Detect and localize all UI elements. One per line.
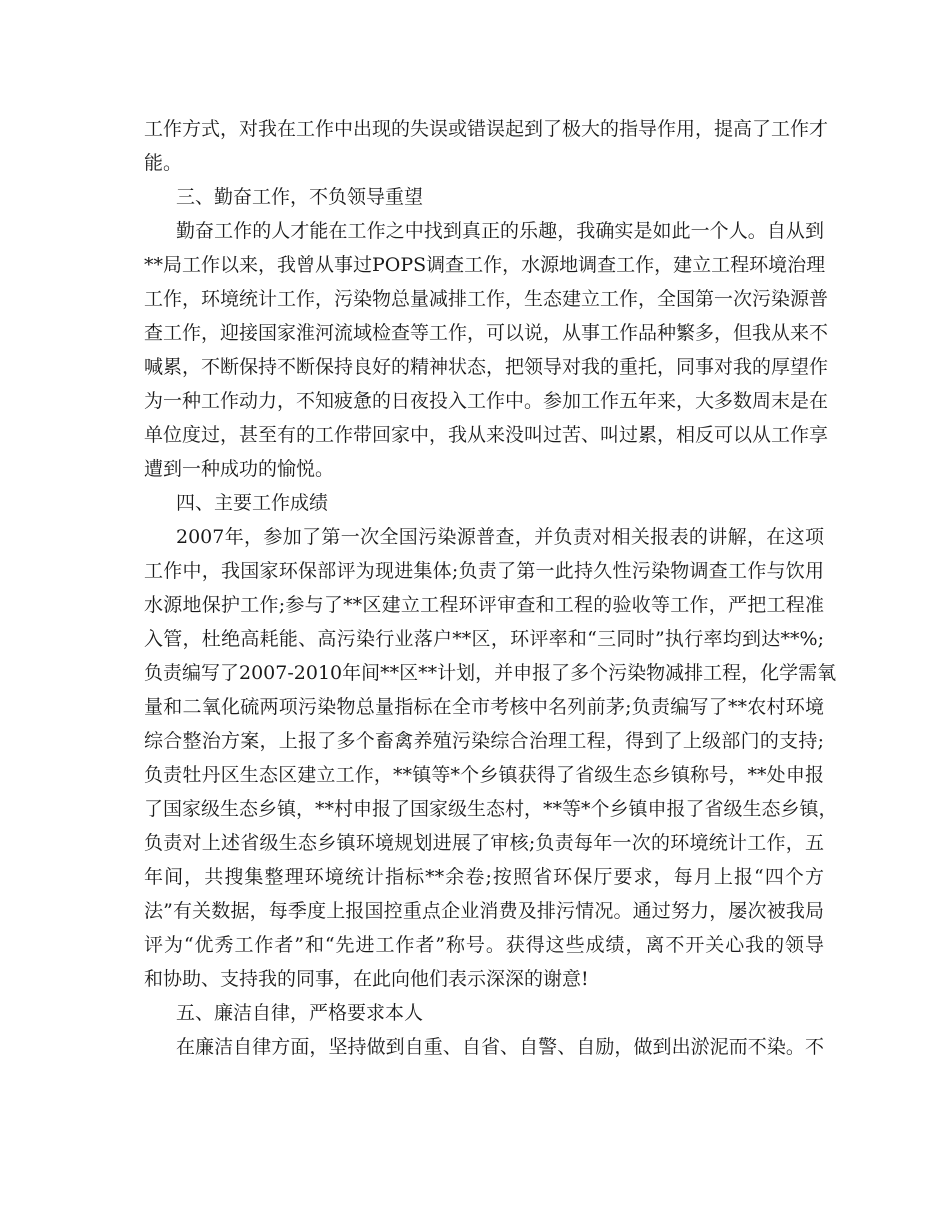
paragraph-line: 勤奋工作的人才能在工作之中找到真正的乐趣，我确实是如此一个人。自从到 xyxy=(176,220,824,242)
section-heading-5: 五、廉洁自律，严格要求本人 xyxy=(176,1002,424,1024)
paragraph-line: 为一种工作动力，不知疲惫的日夜投入工作中。参加工作五年来，大多数周末是在 xyxy=(144,390,829,412)
paragraph-line: 入管，杜绝高耗能、高污染行业落户**区，环评率和“三同时”执行率均到达**%; xyxy=(144,628,824,650)
paragraph-line: 遭到一种成功的愉悦。 xyxy=(144,458,335,480)
paragraph-line: 水源地保护工作;参与了**区建立工程环评审查和工程的验收等工作，严把工程准 xyxy=(144,594,824,616)
paragraph-line: 评为“优秀工作者”和“先进工作者”称号。获得这些成绩，离不开关心我的领导 xyxy=(144,934,824,956)
paragraph-line: 查工作，迎接国家淮河流域检查等工作，可以说，从事工作品种繁多，但我从来不 xyxy=(144,322,829,344)
paragraph-line: 年间，共搜集整理环境统计指标**余卷;按照省环保厅要求，每月上报“四个方 xyxy=(144,866,824,888)
paragraph-line: 工作中，我国家环保部评为现进集体;负责了第一此持久性污染物调查工作与饮用 xyxy=(144,560,824,582)
paragraph-line: 量和二氧化硫两项污染物总量指标在全市考核中名列前茅;负责编写了**农村环境 xyxy=(144,696,824,718)
paragraph-line: 和协助、支持我的同事，在此向他们表示深深的谢意! xyxy=(144,968,589,990)
paragraph-line: 综合整治方案，上报了多个畜禽养殖污染综合治理工程，得到了上级部门的支持; xyxy=(144,730,824,752)
paragraph-line: 负责对上述省级生态乡镇环境规划进展了审核;负责每年一次的环境统计工作，五 xyxy=(144,832,824,854)
paragraph-line: 了国家级生态乡镇，**村申报了国家级生态村，**等*个乡镇申报了省级生态乡镇， xyxy=(144,798,838,820)
paragraph-line: 在廉洁自律方面，坚持做到自重、自省、自警、自励，做到出淤泥而不染。不 xyxy=(176,1036,824,1058)
paragraph-line: 负责编写了2007-2010年间**区**计划，并申报了多个污染物减排工程，化学需氧 xyxy=(144,662,837,684)
paragraph-line: 负责牡丹区生态区建立工作，**镇等*个乡镇获得了省级生态乡镇称号，**处申报 xyxy=(144,764,824,786)
paragraph-line: 喊累，不断保持不断保持良好的精神状态，把领导对我的重托，同事对我的厚望作 xyxy=(144,356,829,378)
paragraph-line: 能。 xyxy=(144,152,183,174)
paragraph-line: 2007年，参加了第一次全国污染源普查，并负责对相关报表的讲解，在这项 xyxy=(176,526,824,548)
paragraph-line: 工作方式，对我在工作中出现的失误或错误起到了极大的指导作用，提高了工作才 xyxy=(144,118,829,140)
section-heading-4: 四、主要工作成绩 xyxy=(176,492,329,514)
paragraph-line: 单位度过，甚至有的工作带回家中，我从来没叫过苦、叫过累，相反可以从工作享 xyxy=(144,424,829,446)
paragraph-line: 法”有关数据，每季度上报国控重点企业消费及排污情况。通过努力，屡次被我局 xyxy=(144,900,824,922)
paragraph-line: **局工作以来，我曾从事过POPS调查工作，水源地调查工作，建立工程环境治理 xyxy=(144,254,826,276)
section-heading-3: 三、勤奋工作，不负领导重望 xyxy=(176,186,424,208)
paragraph-line: 工作，环境统计工作，污染物总量减排工作，生态建立工作，全国第一次污染源普 xyxy=(144,288,829,310)
